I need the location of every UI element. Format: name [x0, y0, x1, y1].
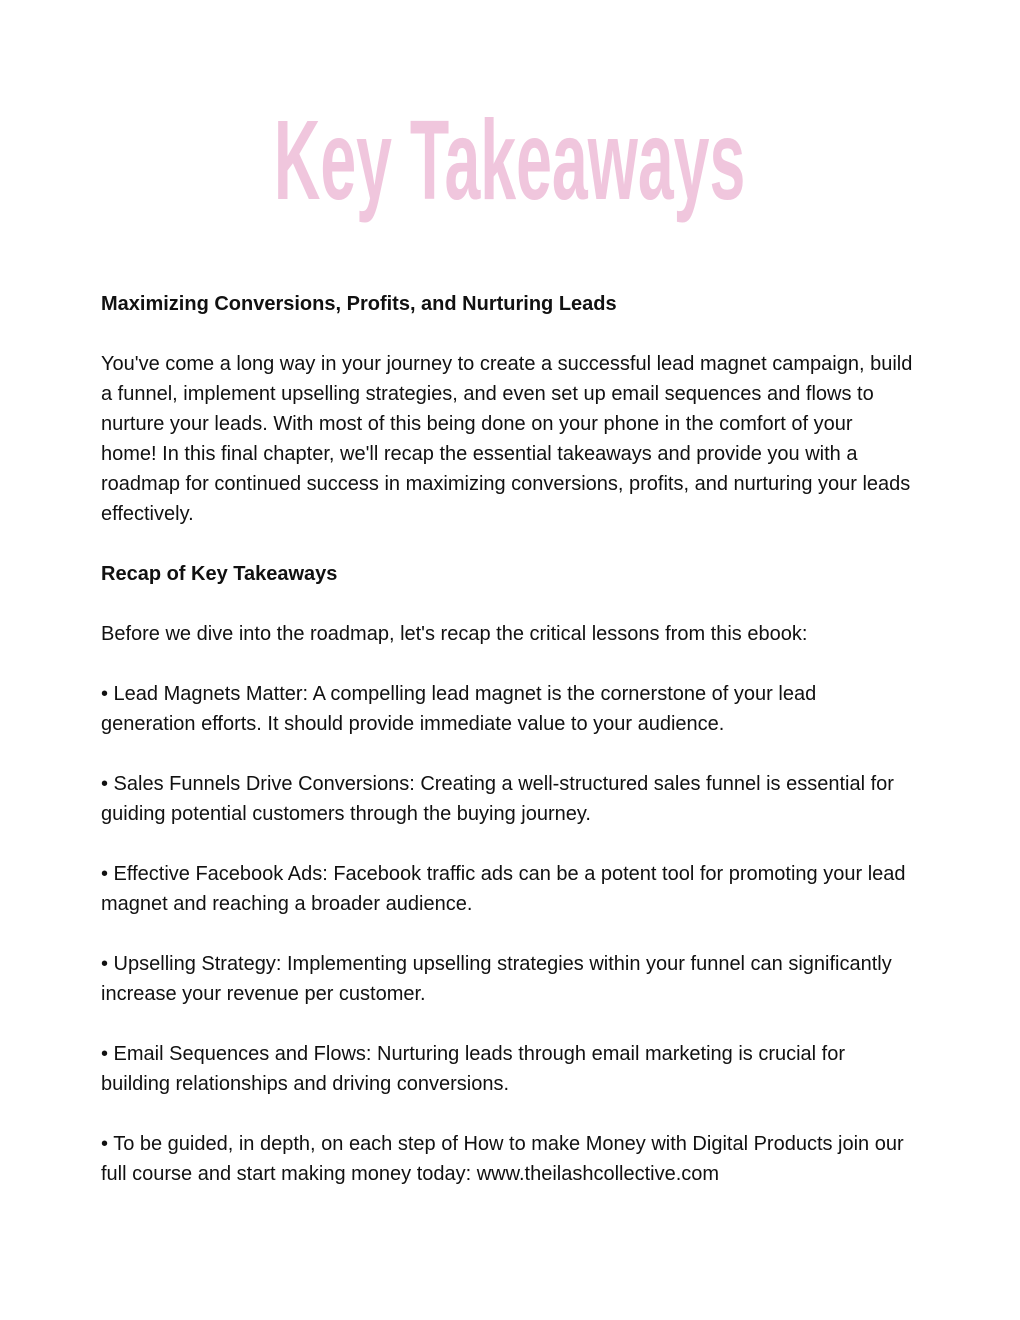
bullet-item-course-link: • To be guided, in depth, on each step of How to make Money with Digital Products join our full course and start making money today: www.theilashcollective.com — [101, 1133, 904, 1185]
intro-paragraph: You've come a long way in your journey to create a successful lead magnet campaign, build a funnel, implement upselling strategies, and even set up email sequences and flows to nurture your leads. With most of this being done on your phone in the comfort of your home! In this final chapter, we'll recap the essential takeaways and provide you with a roadmap for continued success in maximizing conversions, profits, and nurturing your leads effectively. — [101, 353, 913, 525]
page-title-text: Key Takeaways — [274, 97, 746, 223]
document-body — [101, 217, 913, 1189]
bullet-item-upselling-strategy: • Upselling Strategy: Implementing upselling strategies within your funnel can significantly increase your revenue per customer. — [101, 953, 892, 1005]
section-heading-recap: Recap of Key Takeaways — [101, 563, 338, 585]
bullet-item-lead-magnets: • Lead Magnets Matter: A compelling lead magnet is the cornerstone of your lead generation efforts. It should provide immediate value to your audience. — [101, 683, 817, 735]
bullet-item-sales-funnels: • Sales Funnels Drive Conversions: Creating a well-structured sales funnel is essential for guiding potential customers through the buying journey. — [101, 773, 894, 825]
section-heading-maximizing-conversions: Maximizing Conversions, Profits, and Nurturing Leads — [101, 293, 617, 315]
page-title — [0, 0, 1020, 223]
recap-intro-paragraph: Before we dive into the roadmap, let's recap the critical lessons from this ebook: — [101, 623, 808, 645]
bullet-item-email-sequences: • Email Sequences and Flows: Nurturing leads through email marketing is crucial for building relationships and driving conversions. — [101, 1043, 846, 1095]
bullet-item-facebook-ads: • Effective Facebook Ads: Facebook traffic ads can be a potent tool for promoting your lead magnet and reaching a broader audience. — [101, 863, 906, 915]
